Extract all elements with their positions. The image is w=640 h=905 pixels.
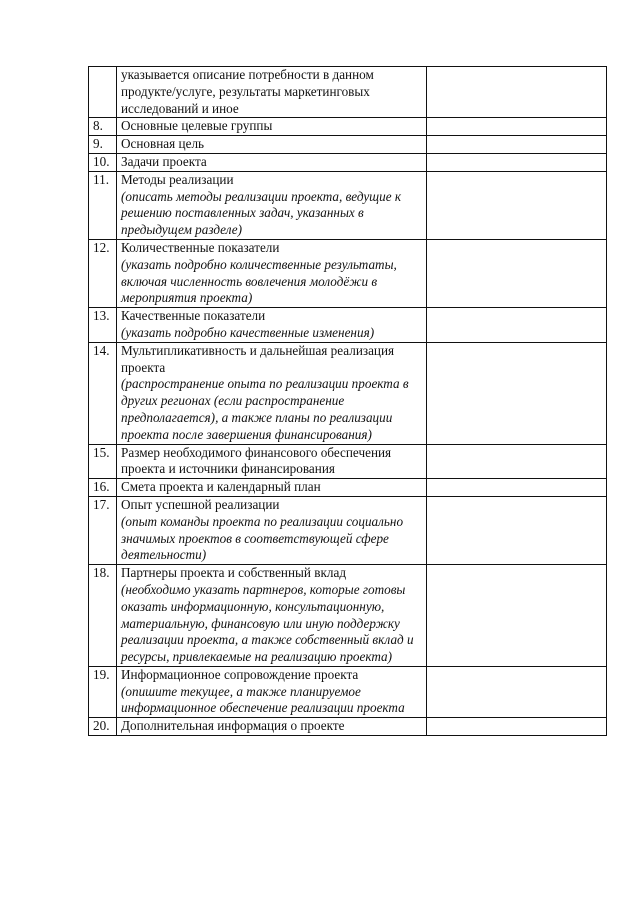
row-description — [117, 479, 427, 497]
row-description — [117, 171, 427, 239]
row-number: 11. — [89, 171, 117, 239]
row-hint: (указать подробно качественные изменения) — [121, 324, 375, 340]
row-number: 9. — [89, 136, 117, 154]
row-description — [117, 444, 427, 479]
table-row — [89, 118, 607, 136]
row-number: 10. — [89, 153, 117, 171]
row-title: Мультипликативность и дальнейшая реализация проекта — [121, 342, 395, 375]
row-hint: (распространение опыта по реализации проекта в других регионах (если распространение предполагается), а также планы по реализации проекта после завершения финансирования) — [121, 376, 409, 442]
row-title: Основные целевые группы — [121, 118, 273, 134]
answer-cell[interactable] — [427, 136, 607, 154]
row-title: Смета проекта и календарный план — [121, 479, 321, 495]
answer-cell[interactable] — [427, 496, 607, 564]
answer-cell[interactable] — [427, 118, 607, 136]
row-title: Опыт успешной реализации — [121, 496, 280, 512]
row-number: 19. — [89, 666, 117, 717]
project-form-table — [88, 66, 607, 736]
row-title: Методы реализации — [121, 171, 234, 187]
table-row — [89, 565, 607, 667]
row-title: Партнеры проекта и собственный вклад — [121, 565, 347, 581]
row-number: 17. — [89, 496, 117, 564]
table-row — [89, 666, 607, 717]
row-number: 16. — [89, 479, 117, 497]
row-number: 18. — [89, 565, 117, 667]
row-title: Количественные показатели — [121, 239, 280, 255]
row-description — [117, 565, 427, 667]
row-number: 12. — [89, 239, 117, 307]
row-description — [117, 118, 427, 136]
row-number: 8. — [89, 118, 117, 136]
row-hint: (опыт команды проекта по реализации социально значимых проектов в соответствующей сфере деятельности) — [121, 513, 404, 563]
table-row — [89, 308, 607, 343]
table-row — [89, 67, 607, 118]
answer-cell[interactable] — [427, 479, 607, 497]
row-description — [117, 239, 427, 307]
table-row — [89, 496, 607, 564]
row-hint: (опишите текущее, а также планируемое информационное обеспечение реализации проекта — [121, 683, 405, 716]
answer-cell[interactable] — [427, 308, 607, 343]
table-row — [89, 153, 607, 171]
table-row — [89, 136, 607, 154]
row-number: 14. — [89, 342, 117, 444]
answer-cell[interactable] — [427, 444, 607, 479]
row-title: Задачи проекта — [121, 153, 207, 169]
row-title: Качественные показатели — [121, 308, 266, 324]
row-title: Основная цель — [121, 136, 205, 152]
answer-cell[interactable] — [427, 718, 607, 736]
row-description — [117, 153, 427, 171]
row-description — [117, 136, 427, 154]
row-description — [117, 342, 427, 444]
answer-cell[interactable] — [427, 666, 607, 717]
table-row — [89, 479, 607, 497]
row-number: 13. — [89, 308, 117, 343]
row-hint: (необходимо указать партнеров, которые готовы оказать информационную, консультационную, материальную, финансовую или иную поддержку реализации проекта, а также собственный вклад и ресурсы, привлекаемые на реализацию проекта) — [121, 581, 414, 665]
answer-cell[interactable] — [427, 565, 607, 667]
table-row — [89, 239, 607, 307]
row-description — [117, 496, 427, 564]
row-description — [117, 67, 427, 118]
form-table-body — [89, 67, 607, 736]
table-row — [89, 718, 607, 736]
row-description — [117, 666, 427, 717]
answer-cell[interactable] — [427, 342, 607, 444]
row-hint: (указать подробно количественные результаты, включая численность вовлечения молодёжи в мероприятия проекта) — [121, 256, 397, 306]
row-number: 20. — [89, 718, 117, 736]
row-title: указывается описание потребности в данном продукте/услуге, результаты маркетинговых исследований и иное — [121, 67, 374, 116]
row-hint: (описать методы реализации проекта, ведущие к решению поставленных задач, указанных в предыдущем разделе) — [121, 188, 402, 238]
answer-cell[interactable] — [427, 67, 607, 118]
answer-cell[interactable] — [427, 153, 607, 171]
answer-cell[interactable] — [427, 239, 607, 307]
row-number: 15. — [89, 444, 117, 479]
table-row — [89, 444, 607, 479]
row-title: Размер необходимого финансового обеспечения проекта и источники финансирования — [121, 444, 392, 477]
row-title: Дополнительная информация о проекте — [121, 718, 345, 734]
answer-cell[interactable] — [427, 171, 607, 239]
table-row — [89, 171, 607, 239]
row-title: Информационное сопровождение проекта — [121, 666, 359, 682]
row-description — [117, 718, 427, 736]
row-description — [117, 308, 427, 343]
row-number — [89, 67, 117, 118]
table-row — [89, 342, 607, 444]
